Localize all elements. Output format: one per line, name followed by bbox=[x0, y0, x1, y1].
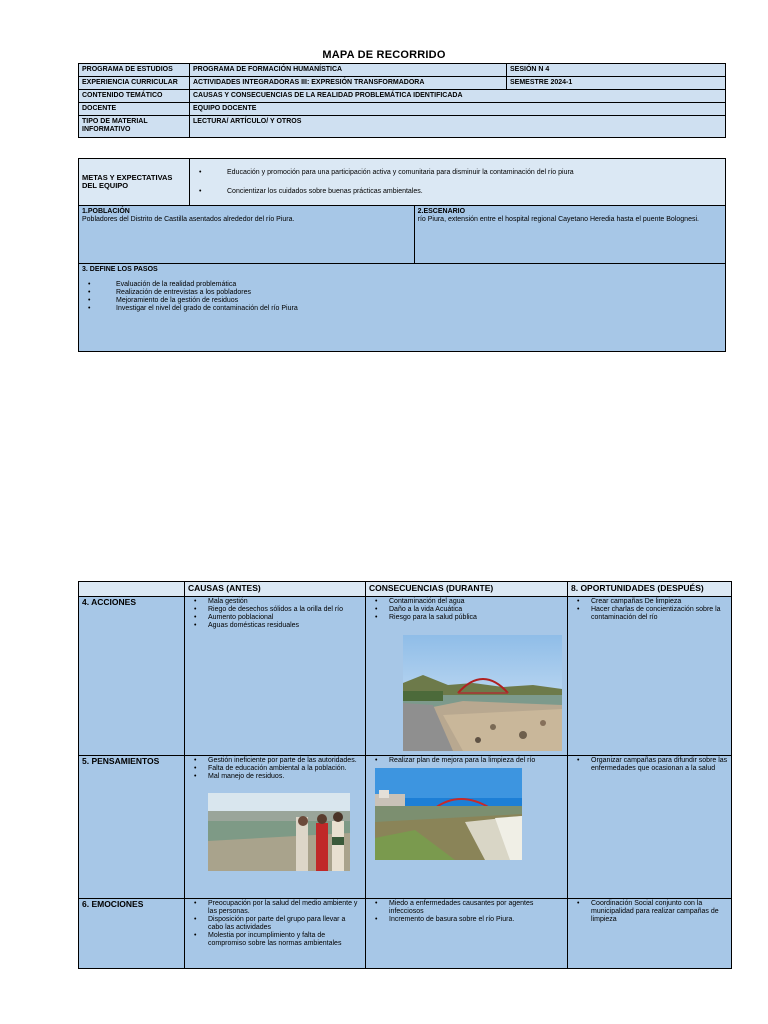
pasos-list bbox=[82, 281, 722, 313]
list-item: • Daño a la vida Acuática bbox=[369, 606, 564, 614]
team-at-river-photo bbox=[208, 793, 350, 871]
docente-value: EQUIPO DOCENTE bbox=[190, 103, 726, 116]
list-item: • Molestia por incumplimiento y falta de compromiso sobre las normas ambientales bbox=[188, 932, 362, 948]
map-header-blank bbox=[79, 582, 185, 597]
team-plan-table bbox=[78, 158, 726, 352]
goal-item: • Educación y promoción para una participación activa y comunitaria para disminuir la contaminación del río piura bbox=[193, 169, 722, 177]
pensamientos-causas-cell bbox=[185, 756, 366, 899]
pasos-title: 3. DEFINE LOS PASOS bbox=[82, 266, 158, 273]
list-item: • Hacer charlas de concientización sobre la contaminación del río bbox=[571, 606, 728, 622]
river-bridge-photo bbox=[375, 768, 522, 860]
list-item: • Mala gestión bbox=[188, 598, 362, 606]
list-item: • Crear campañas De limpieza bbox=[571, 598, 728, 606]
material-value: LECTURA/ ARTÍCULO/ Y OTROS bbox=[190, 116, 726, 138]
contenido-label: CONTENIDO TEMÁTICO bbox=[79, 90, 190, 103]
list-item: • Falta de educación ambiental a la población. bbox=[188, 765, 362, 773]
emociones-oportunidades-cell bbox=[568, 899, 732, 969]
list-item: • Realizar plan de mejora para la limpieza del río bbox=[369, 757, 564, 765]
list-item: • Aumento poblacional bbox=[188, 614, 362, 622]
list-item: • Organizar campañas para difundir sobre las enfermedades que ocasionan a la salud bbox=[571, 757, 728, 773]
material-label: TIPO DE MATERIAL INFORMATIVO bbox=[79, 116, 190, 138]
document-title: MAPA DE RECORRIDO bbox=[322, 49, 446, 61]
list-item: • Miedo a enfermedades causantes por agentes infecciosos bbox=[369, 900, 564, 916]
acciones-causas-cell bbox=[185, 597, 366, 756]
list-item: • Coordinación Social conjunto con la municipalidad para realizar campañas de limpieza bbox=[571, 900, 728, 924]
pensamientos-consecuencias-cell bbox=[366, 756, 568, 899]
list-item: • Contaminación del agua bbox=[369, 598, 564, 606]
list-item: • Gestión ineficiente por parte de las autoridades. bbox=[188, 757, 362, 765]
escenario-title: 2.ESCENARIO bbox=[417, 208, 466, 215]
contenido-value: CAUSAS Y CONSECUENCIAS DE LA REALIDAD PROBLEMÁTICA IDENTIFICADA bbox=[190, 90, 726, 103]
goals-list bbox=[193, 169, 722, 196]
programa-value: PROGRAMA DE FORMACIÓN HUMANÍSTICA bbox=[190, 64, 507, 77]
list-item: • Preocupación por la salud del medio ambiente y las personas. bbox=[188, 900, 362, 916]
list-item: • Incremento de basura sobre el río Piura. bbox=[369, 916, 564, 924]
poblacion-title: 1.POBLACIÓN bbox=[82, 208, 130, 215]
map-header-causas: CAUSAS (ANTES) bbox=[185, 582, 366, 597]
goal-item: • Concientizar los cuidados sobre buenas prácticas ambientales. bbox=[193, 188, 722, 196]
experiencia-value: ACTIVIDADES INTEGRADORAS III: EXPRESIÓN TRANSFORMADORA bbox=[190, 77, 507, 90]
escenario-text: río Piura, extensión entre el hospital regional Cayetano Heredia hasta el puente Bolognesi. bbox=[417, 216, 699, 223]
map-header-oportunidades: 8. OPORTUNIDADES (DESPUÉS) bbox=[568, 582, 732, 597]
river-bank-photo bbox=[403, 635, 562, 751]
escenario-cell bbox=[414, 206, 725, 264]
row-label-pensamientos: 5. PENSAMIENTOS bbox=[79, 756, 185, 899]
poblacion-text: Pobladores del Distrito de Castilla asentados alrededor del río Piura. bbox=[82, 216, 295, 223]
emociones-causas-cell bbox=[185, 899, 366, 969]
semestre-value: SEMESTRE 2024-1 bbox=[507, 77, 726, 90]
goals-label: METAS Y EXPECTATIVAS DEL EQUIPO bbox=[79, 159, 190, 206]
paso-item: • Investigar el nivel del grado de contaminación del río Piura bbox=[82, 305, 722, 313]
course-info-table bbox=[78, 63, 726, 138]
poblacion-cell bbox=[79, 206, 415, 264]
acciones-consecuencias-cell bbox=[366, 597, 568, 756]
emociones-consecuencias-cell bbox=[366, 899, 568, 969]
pasos-cell bbox=[79, 264, 726, 352]
experiencia-label: EXPERIENCIA CURRICULAR bbox=[79, 77, 190, 90]
list-item: • Riesgo para la salud pública bbox=[369, 614, 564, 622]
acciones-oportunidades-cell bbox=[568, 597, 732, 756]
paso-item: • Mejoramiento de la gestión de residuos bbox=[82, 297, 722, 305]
list-item: • Aguas domésticas residuales bbox=[188, 622, 362, 630]
row-label-emociones: 6. EMOCIONES bbox=[79, 899, 185, 969]
docente-label: DOCENTE bbox=[79, 103, 190, 116]
map-header-consecuencias: CONSECUENCIAS (DURANTE) bbox=[366, 582, 568, 597]
paso-item: • Evaluación de la realidad problemática bbox=[82, 281, 722, 289]
list-item: • Riego de desechos sólidos a la orilla del río bbox=[188, 606, 362, 614]
row-label-acciones: 4. ACCIONES bbox=[79, 597, 185, 756]
list-item: • Disposición por parte del grupo para llevar a cabo las actividades bbox=[188, 916, 362, 932]
pensamientos-oportunidades-cell bbox=[568, 756, 732, 899]
programa-label: PROGRAMA DE ESTUDIOS bbox=[79, 64, 190, 77]
sesion-value: SESIÓN N 4 bbox=[507, 64, 726, 77]
list-item: • Mal manejo de residuos. bbox=[188, 773, 362, 781]
paso-item: • Realización de entrevistas a los pobladores bbox=[82, 289, 722, 297]
journey-map-table bbox=[78, 581, 732, 969]
